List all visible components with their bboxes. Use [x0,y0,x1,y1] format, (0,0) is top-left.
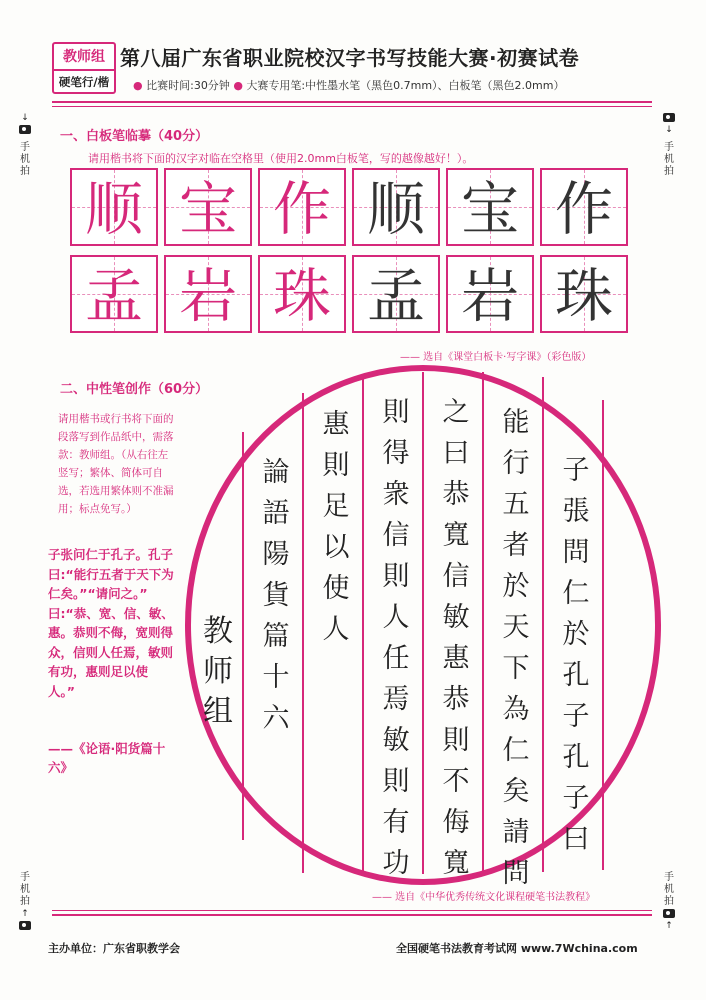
copied-char: 珠 [554,262,613,330]
top-rule-thin [52,106,652,107]
camera-icon [663,909,675,918]
column-rule [362,375,364,873]
practice-cell [540,168,628,246]
side-label-text: 手机拍 [20,872,30,907]
side-label-text: 手机拍 [664,142,674,177]
time-info: 比赛时间:30分钟 [146,79,230,92]
column-rule [482,372,484,874]
practice-cell [352,168,440,246]
model-char: 顺 [84,175,143,243]
category-badge [52,42,116,94]
camera-icon [663,113,675,122]
model-char: 宝 [178,175,237,243]
text-column: 論語陽貨篇十六 [262,457,290,734]
column-rule [242,432,244,840]
side-label-text: 手机拍 [664,872,674,907]
text-column: 則得衆信則人任焉敏則有功 [382,397,410,879]
side-label-top-right: ↓ 手机拍 [662,112,676,178]
signature: 教师组 [203,614,233,729]
text-column: 能行五者於天下為仁矣請問 [502,407,530,889]
practice-cell [446,255,534,333]
bullet-icon: ● [133,79,143,92]
column-rule [602,400,604,870]
section2-source: —— 选自《中华优秀传统文化课程硬笔书法教程》 [372,892,596,903]
side-label-bottom-right: 手机拍 ↑ [664,872,674,931]
model-cell [258,255,346,333]
model-char: 珠 [272,262,331,330]
pen-info: 大赛专用笔:中性墨水笔（黑色0.7mm）、白板笔（黑色2.0mm） [246,79,565,92]
column-rule [302,393,304,873]
section1-instruction: 请用楷书将下面的汉字对临在空格里（使用2.0mm白板笔，写的越像越好！）。 [88,152,474,165]
text-column: 子張問仁於孔子孔子曰 [562,455,590,855]
copied-char: 顺 [366,175,425,243]
badge-category: 硬笔行/楷 [58,75,110,89]
side-label-text: 手机拍 [20,142,30,177]
model-cell [164,255,252,333]
practice-cell [446,168,534,246]
section1-source: —— 选自《课堂白板卡·写字课》（彩色版） [400,352,592,363]
copied-char: 作 [554,175,613,243]
website: 全国硬笔书法教育考试网 www.7Wchina.com [396,942,638,955]
model-cell [70,255,158,333]
bullet-icon: ● [233,79,243,92]
passage-text: 子张问仁于孔子。孔子曰:“能行五者于天下为仁矣。”“请问之。” 曰:“恭、宽、信、敏、惠。恭则不侮，宽则得众，信则人任焉，敏则有功，惠则足以使人。” [48,547,174,699]
text-column: 之曰恭寬信敏惠恭則不侮寬 [442,397,470,879]
top-rule [52,101,652,103]
model-cell [258,168,346,246]
side-label-top-left: ↓ 手机拍 [20,113,30,177]
section1-title: 一、白板笔临摹（40分） [60,129,209,144]
bottom-rule [52,914,652,916]
copied-char: 岩 [460,262,519,330]
model-cell [164,168,252,246]
camera-icon [19,125,31,134]
bottom-rule-thin [52,910,652,911]
badge-group: 教师组 [54,44,114,71]
text-column: 惠則足以使人 [322,409,350,645]
passage-source: ——《论语·阳货篇十六》 [48,741,166,775]
side-label-bottom-left: 手机拍 ↑ [18,872,32,932]
copied-char: 宝 [460,175,519,243]
column-rule [542,377,544,872]
model-char: 作 [272,175,331,243]
camera-icon [19,921,31,930]
organizer: 主办单位：广东省职教学会 [48,942,180,955]
model-char: 孟 [84,262,143,330]
section2-title: 二、中性笔创作（60分） [60,382,209,397]
page-title: 第八届广东省职业院校汉字书写技能大赛·初赛试卷 [120,46,580,70]
column-rule [422,372,424,874]
practice-cell [540,255,628,333]
practice-cell [352,255,440,333]
model-cell [70,168,158,246]
section2-instruction: 请用楷书或行书将下面的段落写到作品纸中，需落款：教师组。（从右往左竖写；繁体、简体可自选，若选用繁体则不准漏用；标点免写。） [58,413,174,515]
copied-char: 孟 [366,262,425,330]
model-char: 岩 [178,262,237,330]
exam-info [133,77,564,93]
